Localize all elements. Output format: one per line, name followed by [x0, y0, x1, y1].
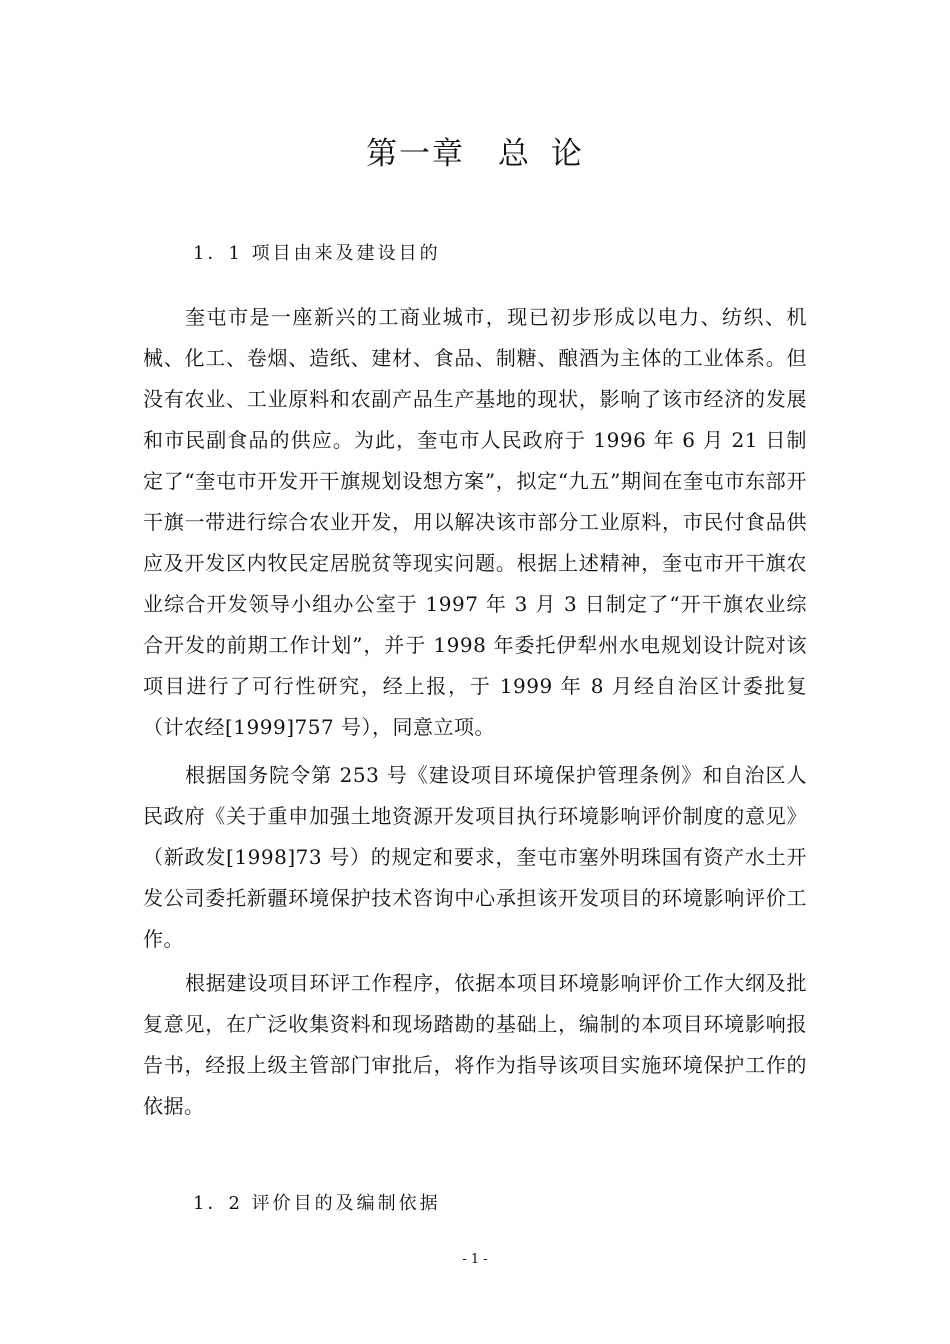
paragraph-text: 奎屯市是一座新兴的工商业城市，现已初步形成以电力、纺织、机械、化工、卷烟、造纸、建材、食品、制糖、酿酒为主体的工业体系。但没有农业、工业原料和农副产品生产基地的现状，影响了该市经济的发展和市民副食品的供应。为此，奎屯市人民政府于 1996 年 6 月 21 日制定了“奎屯市开发开干旗规划设想方案”，拟定“九五”期间在奎屯市东部开干旗一带进行综合农业开发，用以解决该市部分工业原料，市民付食品供应及开发区内牧民定居脱贫等现实问题。根据上述精神，奎屯市开干旗农业综合开发领导小组办公室于 1997 年 3 月 3 日制定了“开干旗农业综合开发的前期工作计划”，并于 1998 年委托伊犁州水电规划设计院对该项目进行了可行性研究，经上报，于 1999 年 8 月经自治区计委批复（计农经[1999]757 号），同意立项。 [143, 305, 807, 739]
section-heading-1-1: 1．1 项目由来及建设目的 [193, 243, 441, 264]
paragraph-text: 根据建设项目环评工作程序，依据本项目环境影响评价工作大纲及批复意见，在广泛收集资料和现场踏勘的基础上，编制的本项目环境影响报告书，经报上级主管部门审批后，将作为指导该项目实施环境保护工作的依据。 [143, 971, 807, 1118]
page-number: - 1 - [462, 1252, 488, 1267]
chapter-title: 第一章 总 论 [366, 136, 584, 172]
paragraph-3 [143, 963, 807, 1127]
section-heading-1-2: 1．2 评价目的及编制依据 [193, 1193, 441, 1214]
paragraph-1 [143, 297, 807, 748]
paragraph-2 [143, 755, 807, 960]
paragraph-text: 根据国务院令第 253 号《建设项目环境保护管理条例》和自治区人民政府《关于重申加强土地资源开发项目执行环境影响评价制度的意见》（新政发[1998]73 号）的规定和要求，奎屯市塞外明珠国有资产水土开发公司委托新疆环境保护技术咨询中心承担该开发项目的环境影响评价工作。 [143, 763, 807, 951]
